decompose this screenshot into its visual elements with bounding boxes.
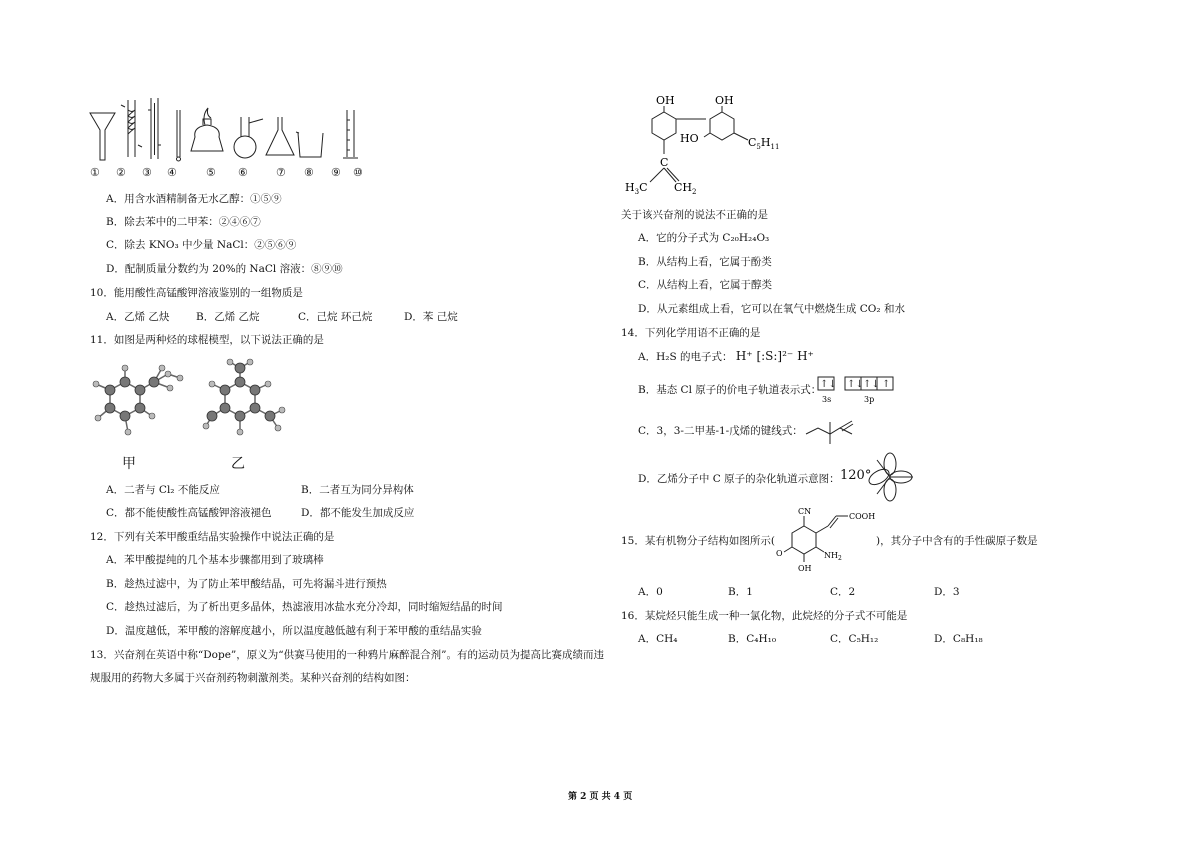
struct-c: C bbox=[660, 156, 669, 169]
q10-stem: 10．能用酸性高锰酸钾溶液鉴别的一组物质是 bbox=[90, 287, 303, 299]
svg-text:↑↓: ↑↓ bbox=[820, 379, 837, 390]
orbital-label-3s: 3s bbox=[822, 395, 832, 404]
apparatus-label: ⑩ bbox=[353, 166, 363, 179]
q14-option-c: C．3，3-二甲基-1-戊烯的键线式： bbox=[638, 425, 803, 437]
apparatus-label: ⑤ bbox=[206, 166, 216, 179]
q14-a-text: A．H₂S 的电子式： bbox=[638, 351, 733, 363]
q10-option-a: A．乙烯 乙炔 bbox=[106, 311, 170, 323]
q11-option-d: D．都不能发生加成反应 bbox=[301, 507, 415, 519]
q15-cooh: COOH bbox=[849, 512, 876, 521]
q12-option-b: B．趁热过滤中，为了防止苯甲酸结晶，可先将漏斗进行预热 bbox=[106, 578, 387, 590]
apparatus-label: ⑦ bbox=[276, 166, 286, 179]
q15-oh: OH bbox=[798, 564, 812, 573]
q14-option-a bbox=[638, 349, 814, 364]
q11-label-yi: 乙 bbox=[231, 456, 245, 472]
apparatus-label: ② bbox=[116, 166, 126, 179]
q15-stem-post: )，其分子中含有的手性碳原子数是 bbox=[876, 535, 1038, 547]
q15-option-d: D．3 bbox=[934, 586, 960, 598]
q13-option-b: B．从结构上看，它属于酚类 bbox=[638, 256, 772, 268]
q10-option-b: B．乙烯 乙烷 bbox=[196, 311, 260, 323]
orbital-diagram bbox=[817, 376, 907, 408]
apparatus-label: ⑨ bbox=[331, 166, 341, 179]
apparatus-label: ⑥ bbox=[238, 166, 248, 179]
apparatus-label: ④ bbox=[167, 166, 177, 179]
q15-structure-figure bbox=[770, 504, 880, 576]
apparatus-label: ③ bbox=[142, 166, 152, 179]
struct-oh-2: OH bbox=[715, 94, 734, 107]
q12-option-c: C．趁热过滤后，为了析出更多晶体，热滤液用冰盐水充分冷却，同时缩短结晶的时间 bbox=[106, 601, 503, 613]
q11-stem: 11．如图是两种烃的球棍模型，以下说法正确的是 bbox=[90, 334, 324, 346]
q15-o: O bbox=[776, 549, 783, 558]
q11-option-b: B．二者互为同分异构体 bbox=[301, 484, 414, 496]
apparatus-label: ① bbox=[90, 166, 100, 179]
q16-option-c: C．C₅H₁₂ bbox=[830, 633, 879, 645]
q13-option-d: D．从元素组成上看，它可以在氧气中燃烧生成 CO₂ 和水 bbox=[638, 303, 905, 315]
q9-option-a: A．用含水酒精制备无水乙醇：①⑤⑨ bbox=[106, 193, 282, 205]
struct-ch2: $CH_2$ bbox=[674, 181, 697, 196]
q15-option-b: B．1 bbox=[728, 586, 753, 598]
q15-stem-pre: 15．某有机物分子结构如图所示( bbox=[621, 535, 775, 547]
q9-option-c: C．除去 KNO₃ 中少量 NaCl：②⑤⑥⑨ bbox=[106, 239, 297, 251]
q11-label-jia: 甲 bbox=[122, 456, 136, 472]
q13-stem-line1: 13．兴奋剂在英语中称“Dope”，原义为“供赛马使用的一种鸦片麻醉混合剂”。有的运动员为提高比赛成绩而违 bbox=[90, 649, 605, 661]
q13-option-c: C．从结构上看，它属于醇类 bbox=[638, 279, 773, 291]
struct-c5h11: $C_5H_{11}$ bbox=[748, 136, 780, 151]
lab-apparatus-figure bbox=[85, 95, 375, 170]
struct-ho: HO bbox=[680, 132, 699, 145]
q14-d-angle: 120° bbox=[840, 468, 872, 483]
q15-cn: CN bbox=[798, 507, 812, 516]
q14-stem: 14．下列化学用语不正确的是 bbox=[621, 327, 761, 339]
q13-stem-line2: 规服用的药物大多属于兴奋剂药物刺激剂类。某种兴奋剂的结构如图： bbox=[90, 672, 416, 684]
skeletal-formula bbox=[804, 418, 864, 446]
q10-option-d: D．苯 己烷 bbox=[404, 311, 458, 323]
struct-h3c: $H_3C$ bbox=[625, 181, 648, 196]
q12-option-a: A．苯甲酸提纯的几个基本步骤都用到了玻璃棒 bbox=[106, 554, 324, 566]
q15-option-a: A．0 bbox=[638, 586, 663, 598]
struct-oh-1: OH bbox=[656, 94, 675, 107]
ball-stick-models-figure bbox=[88, 360, 318, 445]
q9-option-d: D．配制质量分数约为 20%的 NaCl 溶液：⑧⑨⑩ bbox=[106, 263, 343, 275]
hybrid-orbital-diagram bbox=[865, 452, 915, 502]
q14-a-formula: H⁺ [:S:]²⁻ H⁺ bbox=[735, 349, 814, 363]
page-footer: 第 2 页 共 4 页 bbox=[568, 792, 633, 802]
q10-option-c: C．己烷 环己烷 bbox=[298, 311, 373, 323]
q13-structure-figure bbox=[620, 92, 790, 202]
q15-option-c: C．2 bbox=[830, 586, 856, 598]
q13-question: 关于该兴奋剂的说法不正确的是 bbox=[621, 209, 768, 221]
q12-stem: 12．下列有关苯甲酸重结晶实验操作中说法正确的是 bbox=[90, 531, 335, 543]
svg-text:↑↓: ↑↓ bbox=[863, 379, 880, 390]
apparatus-label: ⑧ bbox=[304, 166, 314, 179]
q11-option-c: C．都不能使酸性高锰酸钾溶液褪色 bbox=[106, 507, 272, 519]
q16-option-b: B．C₄H₁₀ bbox=[728, 633, 777, 645]
orbital-label-3p: 3p bbox=[864, 395, 875, 404]
q16-option-a: A．CH₄ bbox=[638, 633, 678, 645]
q14-option-b: B．基态 Cl 原子的价电子轨道表示式： bbox=[638, 384, 822, 396]
q12-option-d: D．温度越低，苯甲酸的溶解度越小，所以温度越低越有利于苯甲酸的重结晶实验 bbox=[106, 625, 482, 637]
svg-text:↑: ↑ bbox=[882, 379, 891, 390]
q16-stem: 16．某烷烃只能生成一种一氯化物，此烷烃的分子式不可能是 bbox=[621, 610, 908, 622]
svg-text:↑↓: ↑↓ bbox=[847, 379, 864, 390]
q15-nh2: $NH_2$ bbox=[824, 551, 842, 562]
q16-option-d: D．C₈H₁₈ bbox=[934, 633, 983, 645]
q11-option-a: A．二者与 Cl₂ 不能反应 bbox=[106, 484, 220, 496]
q9-option-b: B．除去苯中的二甲苯：②④⑥⑦ bbox=[106, 216, 261, 228]
q13-option-a: A．它的分子式为 C₂₀H₂₄O₃ bbox=[638, 232, 770, 244]
q14-option-d: D．乙烯分子中 C 原子的杂化轨道示意图： bbox=[638, 473, 840, 485]
